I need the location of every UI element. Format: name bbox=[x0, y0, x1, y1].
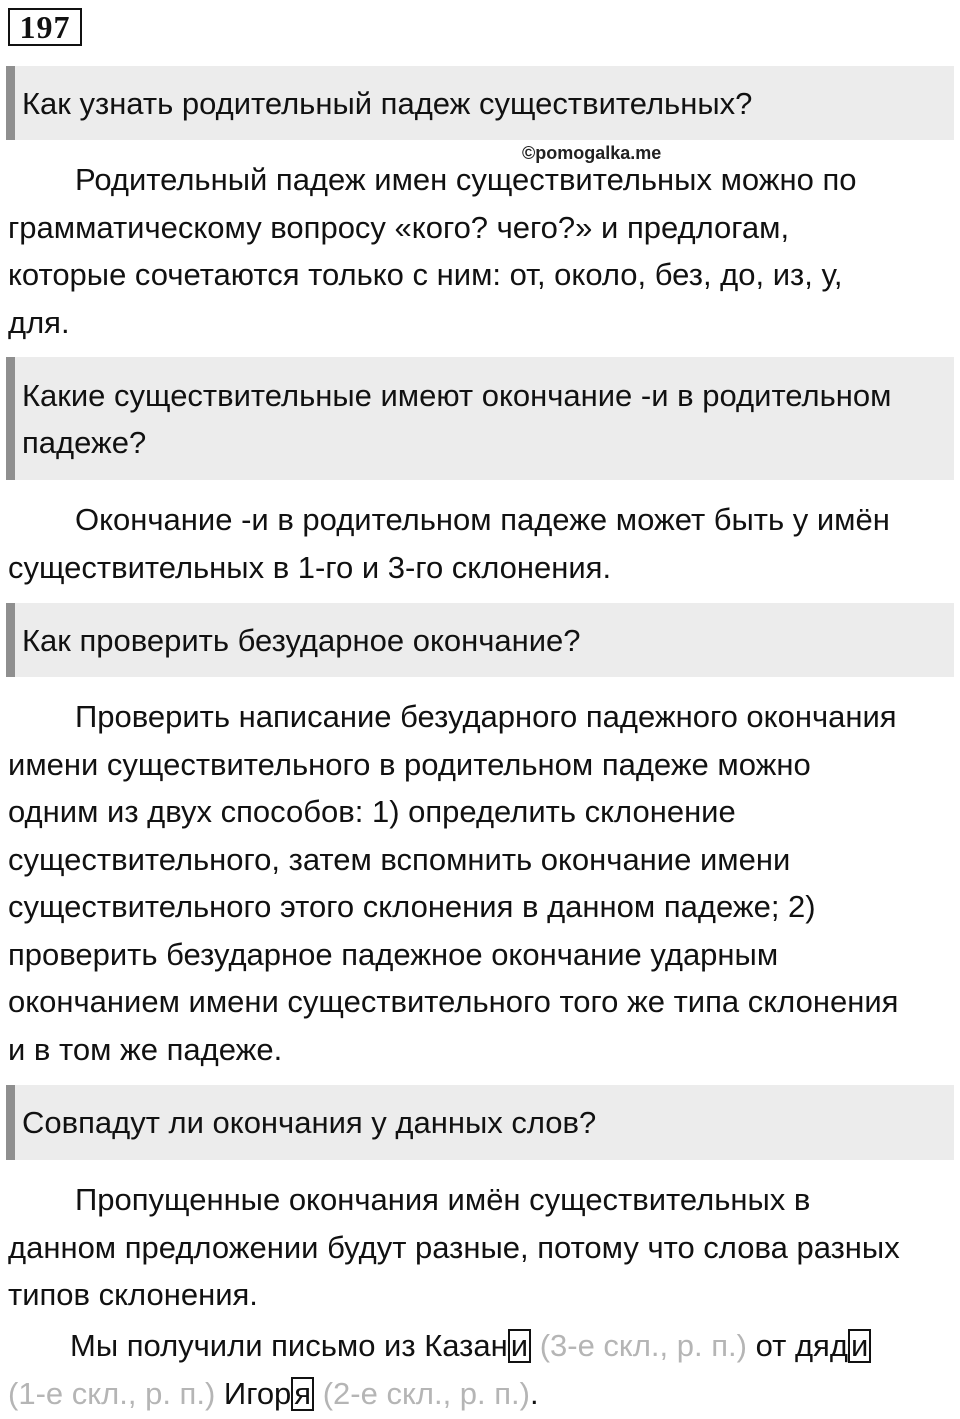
question-3: Как проверить безударное окончание? bbox=[6, 603, 954, 677]
task-number: 197 bbox=[8, 8, 82, 46]
example-part-3: Игор bbox=[223, 1375, 292, 1411]
answer-2: Окончание -и в родительном падеже может быть у имён существительных в 1-го и 3-го склонения. bbox=[8, 502, 890, 585]
ending-slot-3: я bbox=[291, 1377, 314, 1411]
declension-note-2: (1-е скл., р. п.) bbox=[8, 1375, 216, 1411]
ending-slot-1: и bbox=[508, 1329, 531, 1363]
example-part-2: от дяд bbox=[755, 1328, 848, 1363]
ending-slot-2: и bbox=[848, 1329, 871, 1363]
answer-1: Родительный падеж имен существительных можно по грамматическому вопросу «кого? чего?» и предлогам, которые сочетаются только с ним: от, около, без, до, из, у, для. bbox=[8, 162, 857, 340]
question-1: Как узнать родительный падеж существительных? bbox=[6, 66, 954, 140]
question-2: Какие существительные имеют окончание -и в родительном падеже? bbox=[6, 357, 954, 480]
example-sentence bbox=[8, 1322, 908, 1417]
watermark: ©pomogalka.me bbox=[522, 143, 662, 163]
declension-note-3: (2-е скл., р. п.) bbox=[322, 1375, 530, 1411]
example-part-1: Мы получили письмо из Казан bbox=[70, 1328, 508, 1363]
answer-3: Проверить написание безударного падежного окончания имени существительного в родительном падеже можно одним из двух способов: 1) определить склонение существительного, затем вспомнить окончание имени существительного этого склонения в данном падеже; 2) проверить безударное падежное окончание ударным окончанием имени существительного того же типа склонения и в том же падеже. bbox=[8, 699, 899, 1067]
example-end: . bbox=[530, 1375, 539, 1411]
answer-4: Пропущенные окончания имён существительных в данном предложении будут разные, потому что слова разных типов склонения. bbox=[8, 1182, 900, 1312]
question-4: Совпадут ли окончания у данных слов? bbox=[6, 1085, 954, 1160]
declension-note-1: (3-е скл., р. п.) bbox=[539, 1328, 747, 1363]
